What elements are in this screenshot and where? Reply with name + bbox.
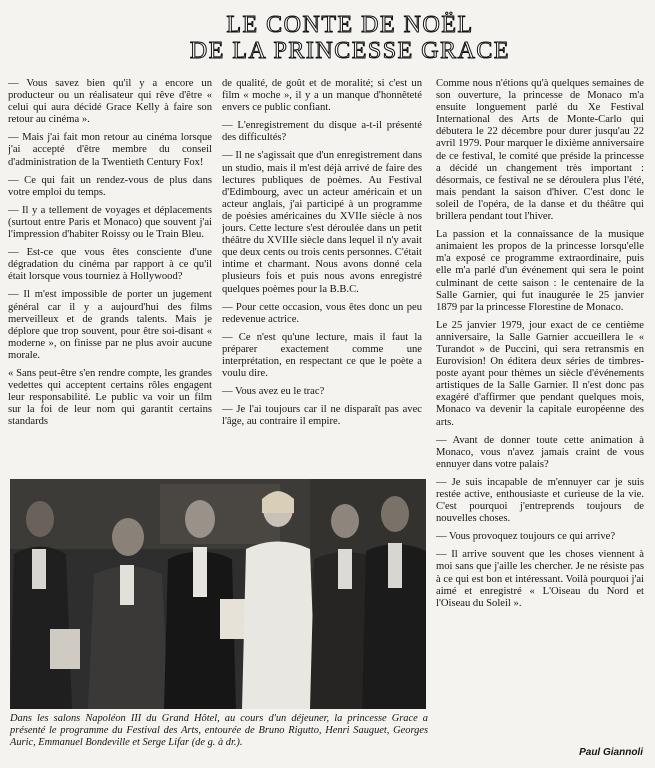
text-column-3 (436, 78, 644, 758)
paragraph: — Il y a tellement de voyages et déplacements (surtout entre Paris et Monaco) que souvent j'ai l'impression d'habiter Roissy ou le Train Bleu. (8, 204, 212, 241)
author-signature: Paul Giannoli (579, 747, 643, 758)
title-line-2: DE LA PRINCESSE GRACE (189, 38, 511, 64)
title-line-1: LE CONTE DE NOËL (226, 12, 474, 38)
paragraph: — L'enregistrement du disque a-t-il présenté des difficultés? (222, 120, 422, 144)
text-column-2 (222, 78, 422, 473)
paragraph: — Mais j'ai fait mon retour au cinéma lorsque j'ai accepté d'être membre du conseil d'administration de la Twentieth Century Fox! (8, 132, 212, 168)
paragraph: — Je suis incapable de m'ennuyer car je suis restée active, enthousiaste et curieuse de la vie. C'est pourquoi j'entreprends toujours de nouvelles choses. (436, 476, 644, 525)
paragraph: — Vous provoquez toujours ce qui arrive? (436, 531, 616, 543)
text-column-1 (8, 78, 212, 473)
paragraph: « Sans peut-être s'en rendre compte, les grandes vedettes qui acceptent certains rôles engagent leur responsabilité. Le public va voir un film sur la foi de leur nom qui garantit certains standards (8, 367, 212, 428)
article-title (150, 12, 550, 64)
paragraph: — Je l'ai toujours car il ne disparaît pas avec l'âge, au contraire il empire. (222, 404, 422, 428)
paragraph: — Pour cette occasion, vous êtes donc un peu redevenue actrice. (222, 301, 422, 325)
paragraph: — Avant de donner toute cette animation à Monaco, vous n'avez jamais craint de vous ennuyer dans votre palais? (436, 434, 644, 470)
paragraph: — Vous avez eu le trac? (222, 386, 325, 398)
paragraph: — Vous savez bien qu'il y a encore un producteur ou un réalisateur qui rêve d'être « celui qui aura décidé Grace Kelly à faire son retour au cinéma ». (8, 78, 212, 126)
paragraph: Comme nous n'étions qu'à quelques semaines de son ouverture, la princesse de Monaco m'a ensuite longuement parlé du Xe Festival International des Arts de Monte-Carlo qui débutera le 22 décembre pour durer jusqu'au 22 avril 1979. Pour marquer le dixième anniversaire de ce festival, le comité que préside la princesse a décidé un changement très important : désormais, ce festival ne se déroulera plus l'été, mais pendant la saison d'hiver. C'est donc le soleil de l'opéra, de la danse et du théâtre qui brillera pendant tout l'hiver. (436, 78, 644, 223)
paragraph: — Il m'est impossible de porter un jugement général car il y a aujourd'hui des films merveilleux et de grands talents. Mais je déplore que trop souvent, pour être soi-disant « moderne », on finisse par ne plus avoir aucune morale. (8, 289, 212, 361)
group-photo-illustration (10, 479, 426, 709)
paragraph: — Il arrive souvent que les choses viennent à moi sans que j'aille les chercher. Je ne résiste pas à ce qui est bon et intéressant. Voilà pourquoi j'ai aimé et enregistré « L'Oiseau du Nord et l'Oiseau du Soleil ». (436, 549, 644, 609)
paragraph: La passion et la connaissance de la musique animaient les propos de la princesse lorsqu'elle m'a exposé ce programme extraordinaire, puis elle m'a parlé d'un événement qui sera le point culminant de cette saison : le centenaire de la Salle Garnier, qui fut inaugurée le 25 janvier 1879 par la princesse Florestine de Monaco. (436, 229, 644, 313)
paragraph: — Ce qui fait un rendez-vous de plus dans votre emploi du temps. (8, 174, 212, 198)
paragraph: Le 25 janvier 1979, jour exact de ce centième anniversaire, la Salle Garnier accueillera le « Turandot » de Puccini, qui sera retransmis en Eurovision! On éditera deux séries de timbres-poste ayant pour thèmes un siècle d'événements artistiques de la Salle Garnier. Il n'est donc pas exagéré d'affirmer que pendant quelques mois, Monaco va devenir la capitale européenne des arts. (436, 319, 644, 428)
paragraph: de qualité, de goût et de moralité; si c'est un film « moche », il y a un manque d'honnêteté envers ce public confiant. (222, 78, 422, 114)
group-photo (10, 479, 426, 709)
paragraph: — Il ne s'agissait que d'un enregistrement dans un studio, mais il m'est déjà arrivé de faire des lectures publiques de poèmes. Au Festival d'Edimbourg, avec un acteur américain et un acteur anglais, j'ai participé à un programme de poésies américaines du XVIIe siècle à nos jours. Cette lecture s'est déroulée dans un petit théâtre du XVIIIe siècle dans lequel il n'y avait que deux cents ou trois cents personnes. C'était intime et charmant. Nous avons donné cela plusieurs fois et puis nous avons enregistré quelques poèmes pour la B.B.C. (222, 150, 422, 295)
paragraph: — Est-ce que vous êtes consciente d'une dégradation du cinéma par rapport à ce qu'il était lorsque vous tourniez à Hollywood? (8, 247, 212, 283)
paragraph: — Ce n'est qu'une lecture, mais il faut la préparer exactement comme une interprétation, en respectant ce que le poète a voulu dire. (222, 331, 422, 380)
photo-caption: Dans les salons Napoléon III du Grand Hôtel, au cours d'un déjeuner, la princesse Grace a présenté le programme du Festival des Arts, entourée de Bruno Rigutto, Henri Sauguet, Georges Auric, Emmanuel Bondeville et Serge Lifar (de g. à dr.). (10, 713, 428, 749)
